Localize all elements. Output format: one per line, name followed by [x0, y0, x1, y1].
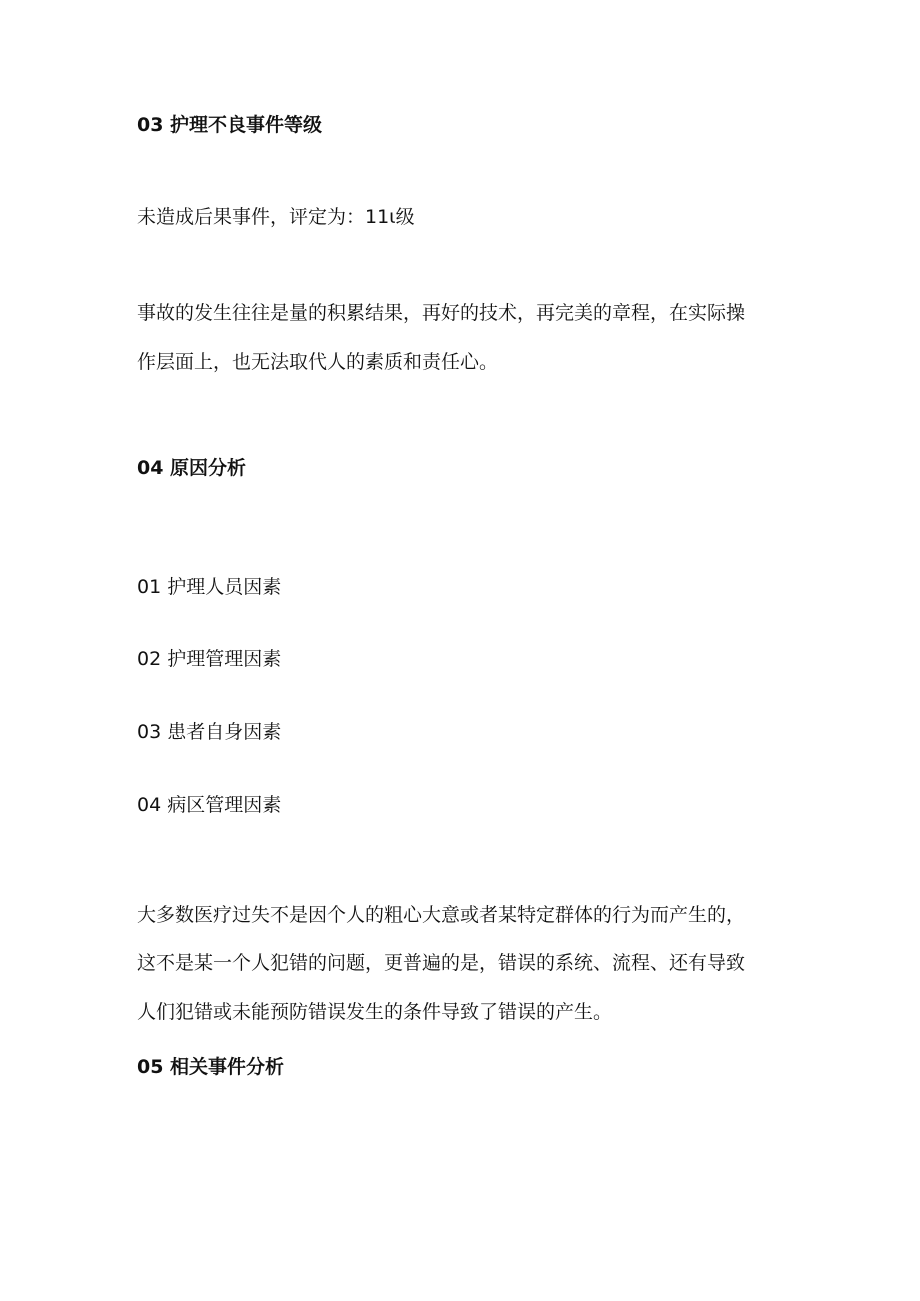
paragraph-1-line-1: 事故的发生往往是量的积累结果，再好的技术，再完美的章程，在实际操 — [137, 302, 746, 324]
paragraph-1-line-2: 作层面上，也无法取代人的素质和责任心。 — [137, 351, 499, 373]
factor-item: 04 病区管理因素 — [137, 794, 282, 816]
paragraph-2-line-2: 这不是某一个人犯错的问题，更普遍的是，错误的系统、流程、还有导致 — [137, 952, 746, 974]
grade-text: 未造成后果事件，评定为：11ι级 — [137, 206, 415, 228]
section-04-heading: 04 原因分析 — [137, 457, 247, 479]
paragraph-2-line-1: 大多数医疗过失不是因个人的粗心大意或者某特定群体的行为而产生的， — [137, 904, 746, 926]
section-03-heading: 03 护理不良事件等级 — [137, 114, 323, 136]
factor-item: 03 患者自身因素 — [137, 721, 282, 743]
factor-item: 02 护理管理因素 — [137, 648, 282, 670]
section-05-heading: 05 相关事件分析 — [137, 1056, 285, 1078]
factor-item: 01 护理人员因素 — [137, 576, 282, 598]
paragraph-2-line-3: 人们犯错或未能预防错误发生的条件导致了错误的产生。 — [137, 1001, 613, 1023]
